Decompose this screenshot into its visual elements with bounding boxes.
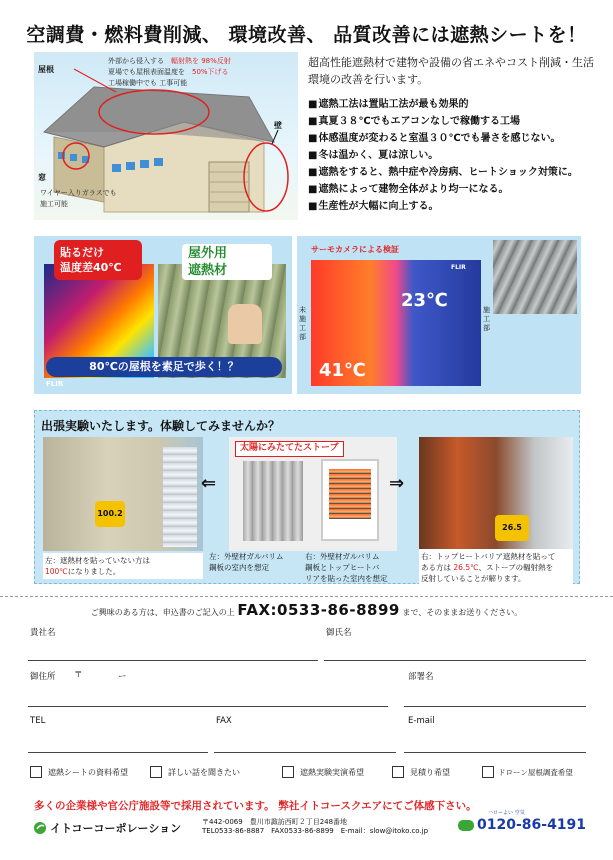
caption-middle-left: 左：外壁材ガルバリム 鋼板の室内を想定 [209,552,284,572]
checkbox[interactable] [392,766,404,778]
feature-item: ■ 遮熱をすると、熱中症や冷房病、ヒートショック対策に。 [308,164,608,181]
experiment-section [34,410,580,584]
flir-logo: FLIR [451,264,466,271]
photo-right [419,437,573,551]
galvalume-panel [243,461,303,541]
experiment-title: 出張実験いたします。体験してみませんか？ [41,419,281,433]
freedial-number: 0120-86-4191 [477,817,587,833]
fax-field[interactable] [214,752,396,753]
caption-right: 右：トップヒートバリア遮熱材を貼って ある方は 26.5℃、ストーブの輻射熱を 反射していることが解ります。 [419,549,573,586]
cut-line [0,596,613,597]
tel-field[interactable] [28,752,208,753]
caption-middle-right: 右：外壁材ガルバリム 鋼板とトップヒートバ リアを貼った室内を想定 [305,552,388,583]
feature-item: ■ 遮熱によって建物全体がより均一になる。 [308,181,608,198]
address-field[interactable] [28,706,388,707]
arrow-left: ⇐ [201,473,217,494]
company-name: イトコーコーポレーション [50,822,182,835]
house-illustration [34,52,298,220]
freedial[interactable] [458,817,586,833]
roof-note: 外部から侵入する 輻射熱を 98%反射 夏場でも屋根表面温度を 50%下げる 工場稼働中でも 工事可能 [108,57,231,87]
checkbox-label: 詳しい話を聞きたい [168,767,240,777]
feature-item: ■ 冬は温かく、夏は涼しい。 [308,147,608,164]
label-wall: 壁 [274,121,282,130]
check-materials[interactable] [30,766,128,778]
wall-photo [493,240,577,314]
company-address: 〒442-0069 豊川市諏訪西町２丁目248番地 TEL0533-86-8887 FAX0533-86-8899 E-mail：slow@itoko.co.jp [202,818,429,835]
checkbox-label: 遮熱シートの資料希望 [48,767,128,777]
check-demo[interactable] [282,766,364,778]
feature-item: ■ 真夏３８℃でもエアコンなしで稼働する工場 [308,113,608,130]
checkbox[interactable] [482,766,494,778]
window-note: ワイヤー入りガラスでも 施工可能 [40,189,117,208]
stove-heater [329,469,371,519]
fax-label: FAX [216,716,232,726]
email-field[interactable] [404,752,586,753]
fax-number: FAX:0533-86-8899 [237,601,400,619]
checkbox-label: 遮熱実験実演希望 [300,767,364,777]
adoption-message: 多くの企業様や官公庁施設等で採用されています。 弊社イトコースクエアにてご体感下さい。 [34,800,477,812]
dept-label: 部署名 [408,672,434,682]
feature-list [308,96,608,215]
product-name: 屋外用 遮熱材 [182,244,272,280]
photo-left [43,437,203,551]
label-roof: 屋根 [38,65,54,74]
checkbox[interactable] [30,766,42,778]
feature-item: ■ 遮熱工法は置貼工法が最も効果的 [308,96,608,113]
thermometer-right: 26.5 [495,515,529,541]
freedial-icon [458,820,474,831]
fax-instruction: ご興味のある方は、申込書のご記入の上 FAX:0533-86-8899 まで、そのままお送りください。 [90,601,523,619]
arrow-right: ⇒ [389,473,405,494]
side-treated-label: 施工部 [483,306,490,332]
stove [321,459,379,541]
flir-logo: FLIR [46,380,64,388]
foil-left [163,447,197,547]
caption-left: 左：遮熱材を貼っていない方は 100℃になりました。 [43,553,203,579]
thermal-image-wall [311,260,481,386]
stove-label: 太陽にみたてたストーブ [235,441,344,457]
roof-demo-panel [34,236,292,394]
company-field[interactable] [28,660,318,661]
email-label: E-mail [408,716,435,726]
verification-heading: サーモカメラによる検証 [311,245,399,254]
foot-shape [228,304,262,344]
company-logo [34,820,181,836]
intro-text: 超高性能遮熱材で建物や設備の省エネやコスト削減・生活環境の改善を行います。 [308,56,594,86]
page-title: 空調費・燃料費削減、 環境改善、 品質改善には遮熱シートを！ [26,24,587,46]
company-label: 貴社名 [30,628,56,638]
name-field[interactable] [324,660,586,661]
temperature-badge: 貼るだけ 温度差40℃ [54,240,142,280]
checkbox[interactable] [282,766,294,778]
check-drone[interactable] [482,766,573,778]
postal-dash: ー [118,672,127,682]
thermometer-left: 100.2 [95,501,125,527]
postal-mark: 〒 [74,670,83,680]
checkbox-label: ドローン屋根調査希望 [498,767,573,777]
label-window: 窓 [38,173,46,182]
temp-untreated: 41℃ [319,360,366,381]
check-estimate[interactable] [392,766,450,778]
dept-field[interactable] [404,706,586,707]
thermal-verification-panel [297,236,581,394]
side-untreated-label: 未施工部 [299,306,306,341]
leaf-icon [34,822,46,834]
freedial-kana: ハローよい 空気 [488,810,525,816]
feature-item: ■ 生産性が大幅に向上する。 [308,198,608,215]
feature-item: ■ 体感温度が変わると室温３０℃でも暑さを感じない。 [308,130,608,147]
checkbox[interactable] [150,766,162,778]
tel-label: TEL [30,716,46,726]
check-details[interactable] [150,766,240,778]
temp-treated: 23℃ [401,290,448,311]
name-label: 御氏名 [326,628,352,638]
address-label: 御住所 [30,672,56,682]
barefoot-banner: 80℃の屋根を素足で歩く！？ [46,357,282,377]
checkbox-label: 見積り希望 [410,767,450,777]
